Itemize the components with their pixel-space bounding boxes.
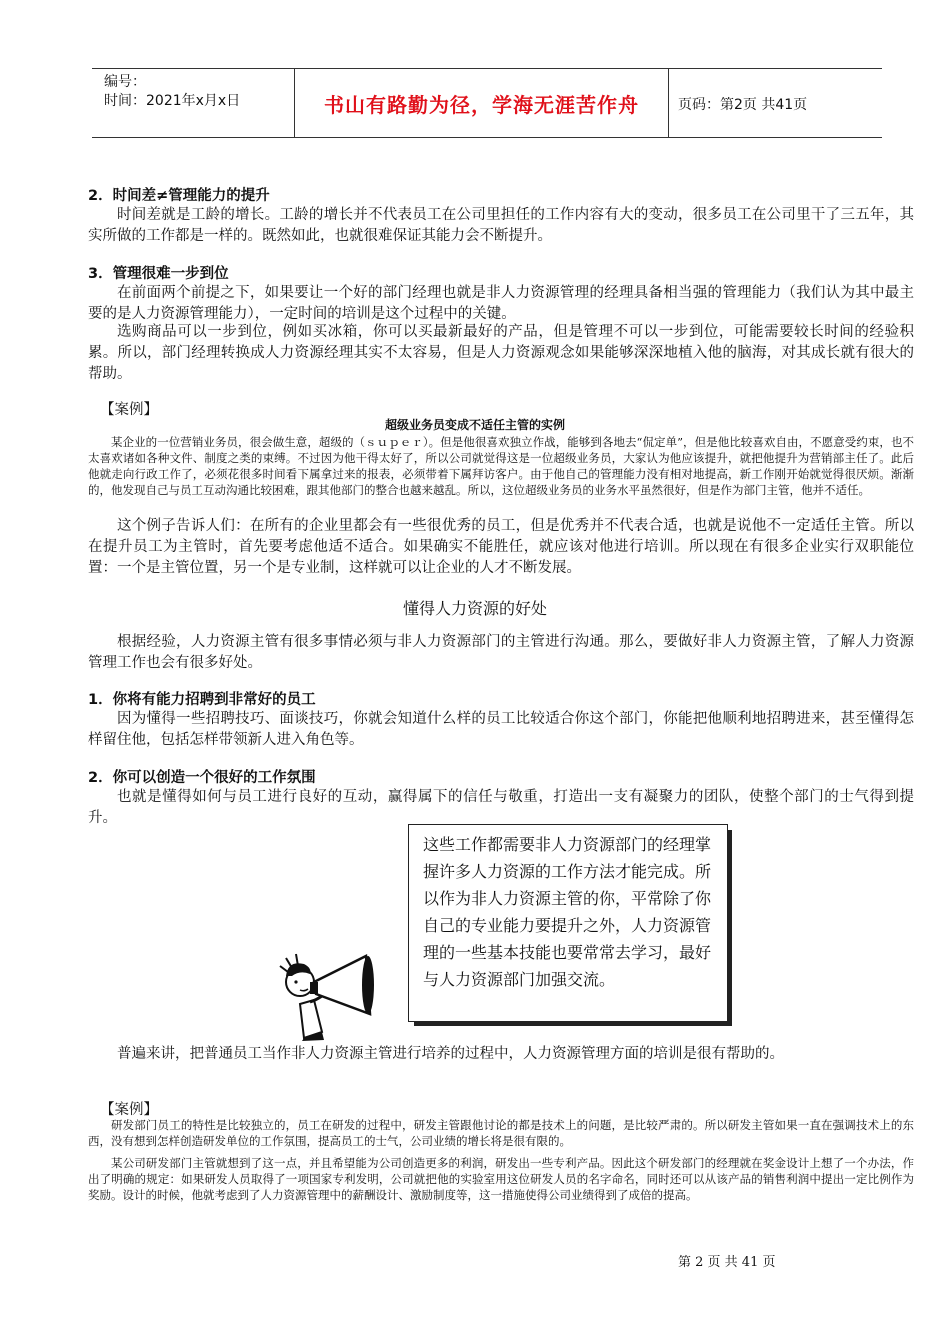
motto: 书山有路勤为径，学海无涯苦作舟 — [324, 93, 639, 117]
benefit-body-2: 也就是懂得如何与员工进行良好的互动，赢得属下的信任与敬重，打造出一支有凝聚力的团队，使整个部门的士气得到提升。 — [88, 789, 914, 826]
case-label-1: 【案例】 — [100, 402, 158, 418]
header-left-cell — [92, 69, 294, 137]
time-label: 时间：2021年x月x日 — [104, 93, 241, 109]
case-title-1: 超级业务员变成不适任主管的实例 — [384, 418, 565, 432]
case-body-2a: 研发部门员工的特性是比较独立的，员工在研发的过程中，研发主管跟他讨论的都是技术上的问题，是比较严肃的。所以研发主管如果一直在强调技术上的东西，没有想到怎样创造研发单位的工作氛围，提高员工的士气，公司业绩的增长将是很有限的。 — [88, 1118, 914, 1148]
header-center-cell — [294, 69, 669, 137]
speech-callout — [408, 824, 728, 1022]
case-body-1: 某企业的一位营销业务员，很会做生意，超级的（ｓｕｐｅｒ）。但是他很喜欢独立作战，能够到各地去“侃定单”，但是他比较喜欢自由，不愿意受约束，也不太喜欢诸如各种文件、制度之类的束缚。不过因为他干得太好了，所以公司就觉得这是一位超级业务员，大家认为他应该提升，就把他提升为营销部主任了。此后他就走向行政工作了，必须花很多时间看下属拿过来的报表，必须带着下属拜访客户。由于他自己的管理能力没有相对地提高，新工作刚开始就觉得很厌烦。渐渐的，他发现自己与员工互动沟通比较困难，跟其他部门的整合也越来越乱。所以，这位超级业务员的业务水平虽然很好，但是作为部门主管，他并不适任。 — [88, 435, 914, 497]
page-header — [92, 68, 882, 138]
benefit-heading-1: 1．你将有能力招聘到非常好的员工 — [88, 692, 316, 708]
page-info: 页码：第2页 共41页 — [678, 97, 808, 113]
header-right-cell — [668, 69, 882, 137]
case-label-2: 【案例】 — [100, 1102, 158, 1118]
case-body-2b: 某公司研发部门主管就想到了这一点，并且希望能为公司创造更多的利润，研发出一些专利产品。因此这个研发部门的经理就在奖金设计上想了一个办法，作出了明确的规定：如果研发人员取得了一项国家专利发明，公司就把他的实验室用这位研发人员的名字命名，同时还可以从该产品的销售利润中提出一定比例作为奖励。设计的时候，他就考虑到了人力资源管理中的薪酬设计、激励制度等，这一措施使得公司业绩得到了成倍的提高。 — [88, 1156, 914, 1202]
callout-text: 这些工作都需要非人力资源部门的经理掌握许多人力资源的工作方法才能完成。所以作为非人力资源主管的你，平常除了你自己的专业能力要提升之外，人力资源管理的一些基本技能也要常常去学习，最好与人力资源部门加强交流。 — [423, 835, 712, 989]
megaphone-man-illustration — [270, 942, 410, 1042]
benefit-heading-2: 2．你可以创造一个很好的工作氛围 — [88, 770, 316, 786]
benefits-title: 懂得人力资源的好处 — [402, 599, 547, 618]
number-label: 编号： — [104, 74, 146, 90]
case-lesson-1: 这个例子告诉人们：在所有的企业里都会有一些很优秀的员工，但是优秀并不代表合适，也就是说他不一定适任主管。所以在提升员工为主管时，首先要考虑他适不适合。如果确实不能胜任，就应该对他进行培训。所以现在有很多企业实行双职能位置：一个是主管位置，另一个是专业制，这样就可以让企业的人才不断发展。 — [88, 518, 914, 576]
section-body-2: 时间差就是工龄的增长。工龄的增长并不代表员工在公司里担任的工作内容有大的变动，很多员工在公司里干了三五年，其实所做的工作都是一样的。既然如此，也就很难保证其能力会不断提升。 — [88, 207, 914, 244]
benefits-intro: 根据经验，人力资源主管有很多事情必须与非人力资源部门的主管进行沟通。那么，要做好非人力资源主管，了解人力资源管理工作也会有很多好处。 — [88, 634, 914, 671]
section-heading-3: 3．管理很难一步到位 — [88, 266, 229, 282]
benefit-body-1: 因为懂得一些招聘技巧、面谈技巧，你就会知道什么样的员工比较适合你这个部门，你能把他顺利地招聘进来，甚至懂得怎样留住他，包括怎样带领新人进入角色等。 — [88, 711, 914, 748]
page-footer: 第 2 页 共 41 页 — [678, 1255, 776, 1270]
section-body-3b: 选购商品可以一步到位，例如买冰箱，你可以买最新最好的产品，但是管理不可以一步到位，可能需要较长时间的经验积累。所以，部门经理转换成人力资源经理其实不太容易，但是人力资源观念如果能够深深地植入他的脑海，对其成长就有很大的帮助。 — [88, 324, 914, 382]
section-body-3a: 在前面两个前提之下，如果要让一个好的部门经理也就是非人力资源管理的经理具备相当强的管理能力（我们认为其中最主要的是人力资源管理能力），一定时间的培训是这个过程中的关键。 — [88, 285, 914, 322]
section-heading-2: 2．时间差≠管理能力的提升 — [88, 188, 270, 204]
summary-text: 普遍来讲，把普通员工当作非人力资源主管进行培养的过程中，人力资源管理方面的培训是很有帮助的。 — [117, 1046, 784, 1062]
